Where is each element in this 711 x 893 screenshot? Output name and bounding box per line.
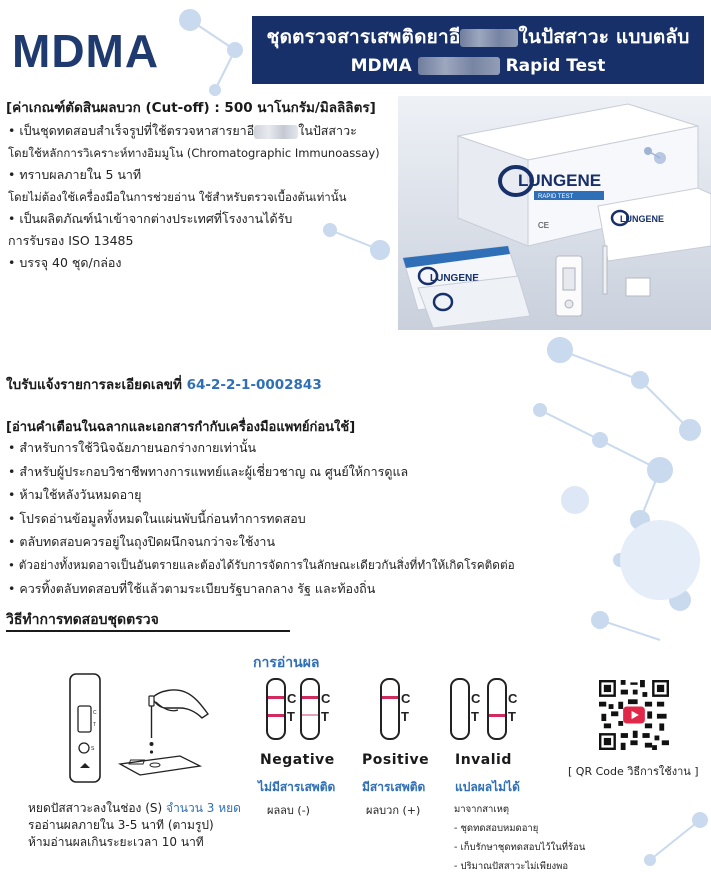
cassette-label-s: S bbox=[91, 746, 95, 752]
positive-label: Positive bbox=[362, 752, 430, 768]
info-line-5: • เป็นผลิตภัณฑ์นำเข้าจากต่างประเทศที่โรงงานได้รับ bbox=[8, 211, 293, 226]
step-1 bbox=[28, 800, 241, 817]
warning-item: • สำหรับการใช้วินิจฉัยภายนอกร่างกายเท่านั้น bbox=[8, 440, 257, 455]
negative-t-label-2: T bbox=[321, 709, 329, 724]
negative-label: Negative bbox=[260, 752, 335, 768]
title-line-2-part-a: MDMA bbox=[350, 56, 412, 76]
small-box-brand-text: LUNGENE bbox=[620, 214, 665, 224]
cause-item: - เก็บรักษาชุดทดสอบไว้ในที่ร้อน bbox=[454, 842, 586, 853]
warning-item: • ห้ามใช้หลังวันหมดอายุ bbox=[8, 487, 142, 502]
warning-list bbox=[8, 436, 515, 601]
cause-title: มาจากสาเหตุ bbox=[454, 804, 510, 815]
title-line-1 bbox=[252, 22, 704, 52]
product-photo bbox=[398, 96, 711, 330]
warning-heading: [อ่านคำเตือนในฉลากและเอกสารกำกับเครื่องมือแพทย์ก่อนใช้] bbox=[6, 420, 356, 435]
title-line-1-part-a: ชุดตรวจสารเสพติดยาอี bbox=[266, 26, 461, 48]
step-1-text: หยดปัสสาวะลงในช่อง (S) bbox=[28, 801, 163, 815]
title-line-1-part-b: ในปัสสาวะ แบบตลับ bbox=[518, 26, 690, 48]
positive-c-label: C bbox=[401, 691, 411, 706]
box-subtitle-text: RAPID TEST bbox=[538, 194, 574, 200]
info-line-1-b: ในปัสสาวะ bbox=[298, 123, 357, 138]
redacted-blur bbox=[460, 29, 518, 47]
step-1-drops: จำนวน 3 หยด bbox=[166, 801, 241, 815]
how-to-heading: วิธีทำการทดสอบชุดตรวจ bbox=[6, 612, 159, 628]
reading-heading: การอ่านผล bbox=[253, 655, 320, 671]
procedure-steps bbox=[28, 800, 241, 851]
cassette-label-c: C bbox=[93, 710, 97, 716]
negative-c-label: C bbox=[287, 691, 297, 706]
negative-t-label: T bbox=[287, 709, 295, 724]
invalid-t-label: T bbox=[471, 709, 479, 724]
negative-result: ผลลบ (-) bbox=[267, 804, 310, 817]
cutoff-heading: [ค่าเกณฑ์ตัดสินผลบวก (Cut-off) : 500 นาโนกรัม/มิลลิลิตร] bbox=[6, 100, 376, 116]
product-illustration bbox=[398, 96, 711, 330]
invalid-thai: แปลผลไม่ได้ bbox=[455, 780, 520, 794]
step-3: ห้ามอ่านผลเกินระยะเวลา 10 นาที bbox=[28, 835, 204, 849]
warning-item: • ควรทิ้งตลับทดสอบที่ใช้แล้วตามระเบียบรัฐบาลกลาง รัฐ และท้องถิ่น bbox=[8, 581, 376, 596]
info-line-1 bbox=[8, 120, 393, 142]
procedure-illustration bbox=[60, 668, 220, 793]
mdma-logo-text: MDMA bbox=[12, 25, 160, 77]
cassette-label-t: T bbox=[93, 722, 97, 728]
negative-strips bbox=[266, 678, 332, 740]
cause-item: - ชุดทดสอบหมดอายุ bbox=[454, 823, 539, 834]
how-to-underline bbox=[6, 630, 290, 632]
registration-label: ใบรับแจ้งรายการละเอียดเลขที่ bbox=[6, 377, 182, 393]
negative-c-label-2: C bbox=[321, 691, 331, 706]
qr-caption: [ QR Code วิธีการใช้งาน ] bbox=[568, 765, 699, 778]
invalid-c-label-2: C bbox=[508, 691, 518, 706]
positive-result: ผลบวก (+) bbox=[366, 804, 421, 817]
positive-thai: มีสารเสพติด bbox=[362, 780, 426, 794]
info-line-1-a: • เป็นชุดทดสอบสำเร็จรูปที่ใช้ตรวจหาสารยาอี bbox=[8, 123, 255, 138]
info-line-6: การรับรอง ISO 13485 bbox=[8, 233, 134, 248]
redacted-blur bbox=[254, 125, 298, 139]
cause-item: - ปริมาณปัสสาวะไม่เพียงพอ bbox=[454, 861, 569, 872]
invalid-t-label-2: T bbox=[508, 709, 516, 724]
info-line-2: โดยใช้หลักการวิเคราะห์ทางอิมมูโน (Chromatographic Immunoassay) bbox=[8, 146, 380, 160]
title-line-2 bbox=[252, 56, 704, 76]
box-ce-mark: CE bbox=[538, 221, 550, 230]
negative-thai: ไม่มีสารเสพติด bbox=[258, 780, 336, 794]
invalid-strips bbox=[450, 678, 520, 740]
title-banner bbox=[252, 16, 704, 84]
invalid-c-label: C bbox=[471, 691, 481, 706]
positive-t-label: T bbox=[401, 709, 409, 724]
pouch-brand-text: LUNGENE bbox=[430, 273, 479, 284]
product-info bbox=[8, 120, 393, 274]
positive-strip bbox=[380, 678, 414, 740]
box-brand-text: LUNGENE bbox=[518, 171, 602, 190]
info-line-3: • ทราบผลภายใน 5 นาที bbox=[8, 167, 142, 182]
info-line-4: โดยไม่ต้องใช้เครื่องมือในการช่วยอ่าน ใช้สำหรับตรวจเบื้องต้นเท่านั้น bbox=[8, 190, 347, 204]
info-line-7: • บรรจุ 40 ชุด/กล่อง bbox=[8, 255, 122, 270]
warning-item: • ตลับทดสอบควรอยู่ในถุงปิดผนึกจนกว่าจะใช้งาน bbox=[8, 534, 275, 549]
title-line-2-part-b: Rapid Test bbox=[505, 56, 606, 76]
registration-number: 64-2-2-1-0002843 bbox=[186, 377, 322, 393]
step-2: รออ่านผลภายใน 3-5 นาที (ตามรูป) bbox=[28, 818, 214, 832]
warning-item: • ตัวอย่างทั้งหมดอาจเป็นอันตรายและต้องได้รับการจัดการในลักษณะเดียวกันสิ่งที่ทำให้เกิดโรคติดต่อ bbox=[8, 557, 515, 572]
registration-line bbox=[6, 373, 322, 395]
invalid-label: Invalid bbox=[455, 752, 512, 768]
redacted-blur bbox=[418, 57, 500, 75]
warning-item: • สำหรับผู้ประกอบวิชาชีพทางการแพทย์และผู้เชี่ยวชาญ ณ ศูนย์ให้การดูแล bbox=[8, 463, 409, 479]
warning-item: • โปรดอ่านข้อมูลทั้งหมดในแผ่นพับนี้ก่อนทำการทดสอบ bbox=[8, 510, 306, 526]
invalid-causes bbox=[454, 800, 585, 876]
qr-code-icon[interactable] bbox=[599, 680, 669, 750]
